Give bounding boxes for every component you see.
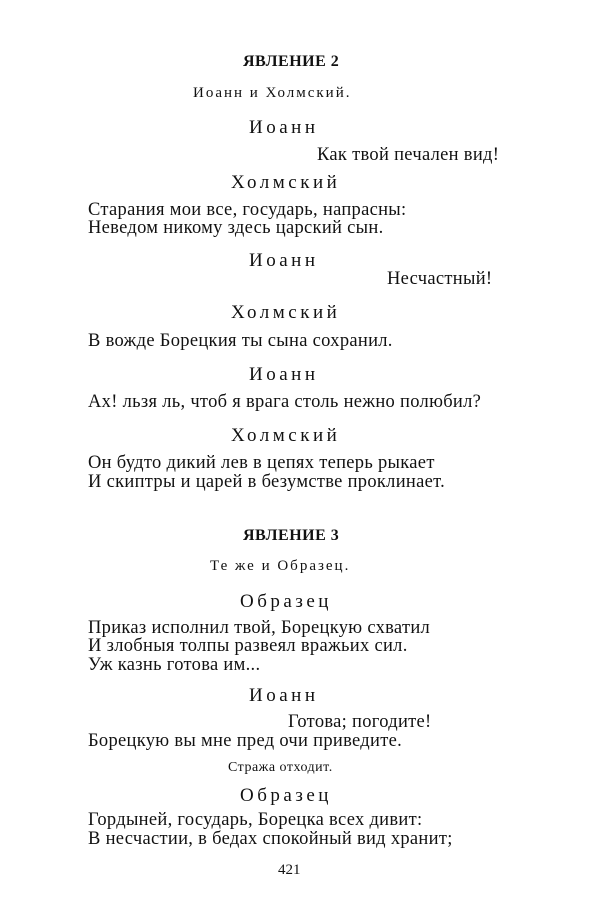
- verse-line: В несчастии, в бедах спокойный вид хранит;: [88, 829, 453, 849]
- verse-line: Неведом никому здесь царский сын.: [88, 218, 384, 238]
- stage-remark: Стража отходит.: [228, 760, 333, 775]
- verse-line: И злобныя толпы развеял вражьих сил.: [88, 636, 408, 656]
- verse-line: Как твой печален вид!: [317, 145, 500, 165]
- verse-line: Приказ исполнил твой, Борецкую схватил: [88, 618, 431, 638]
- verse-line: Несчастный!: [387, 269, 493, 289]
- page-number: 421: [278, 862, 301, 878]
- verse-line: Он будто дикий лев в цепях теперь рыкает: [88, 453, 435, 473]
- verse-line: Уж казнь готова им...: [88, 655, 261, 675]
- verse-line: Ах! льзя ль, чтоб я врага столь нежно полюбил?: [88, 392, 482, 412]
- speaker-name: Образец: [240, 785, 332, 806]
- scene-2-stage-direction: Иоанн и Холмский.: [193, 85, 352, 101]
- scene-3-title: ЯВЛЕНИЕ 3: [243, 527, 340, 544]
- speaker-name: Иоанн: [249, 117, 319, 138]
- speaker-name: Холмский: [231, 425, 341, 446]
- speaker-name: Иоанн: [249, 364, 319, 385]
- speaker-name: Иоанн: [249, 250, 319, 271]
- verse-line: Борецкую вы мне пред очи приведите.: [88, 731, 403, 751]
- scene-2-title: ЯВЛЕНИЕ 2: [243, 53, 340, 70]
- scene-3-stage-direction: Те же и Образец.: [210, 558, 351, 574]
- verse-line: И скиптры и царей в безумстве проклинает.: [88, 472, 446, 492]
- speaker-name: Холмский: [231, 172, 341, 193]
- speaker-name: Образец: [240, 591, 332, 612]
- verse-line: Готова; погодите!: [288, 712, 432, 732]
- verse-line: Гордыней, государь, Борецка всех дивит:: [88, 810, 423, 830]
- verse-line: Старания мои все, государь, напрасны:: [88, 200, 407, 220]
- speaker-name: Холмский: [231, 302, 341, 323]
- speaker-name: Иоанн: [249, 685, 319, 706]
- verse-line: В вожде Борецкия ты сына сохранил.: [88, 331, 393, 351]
